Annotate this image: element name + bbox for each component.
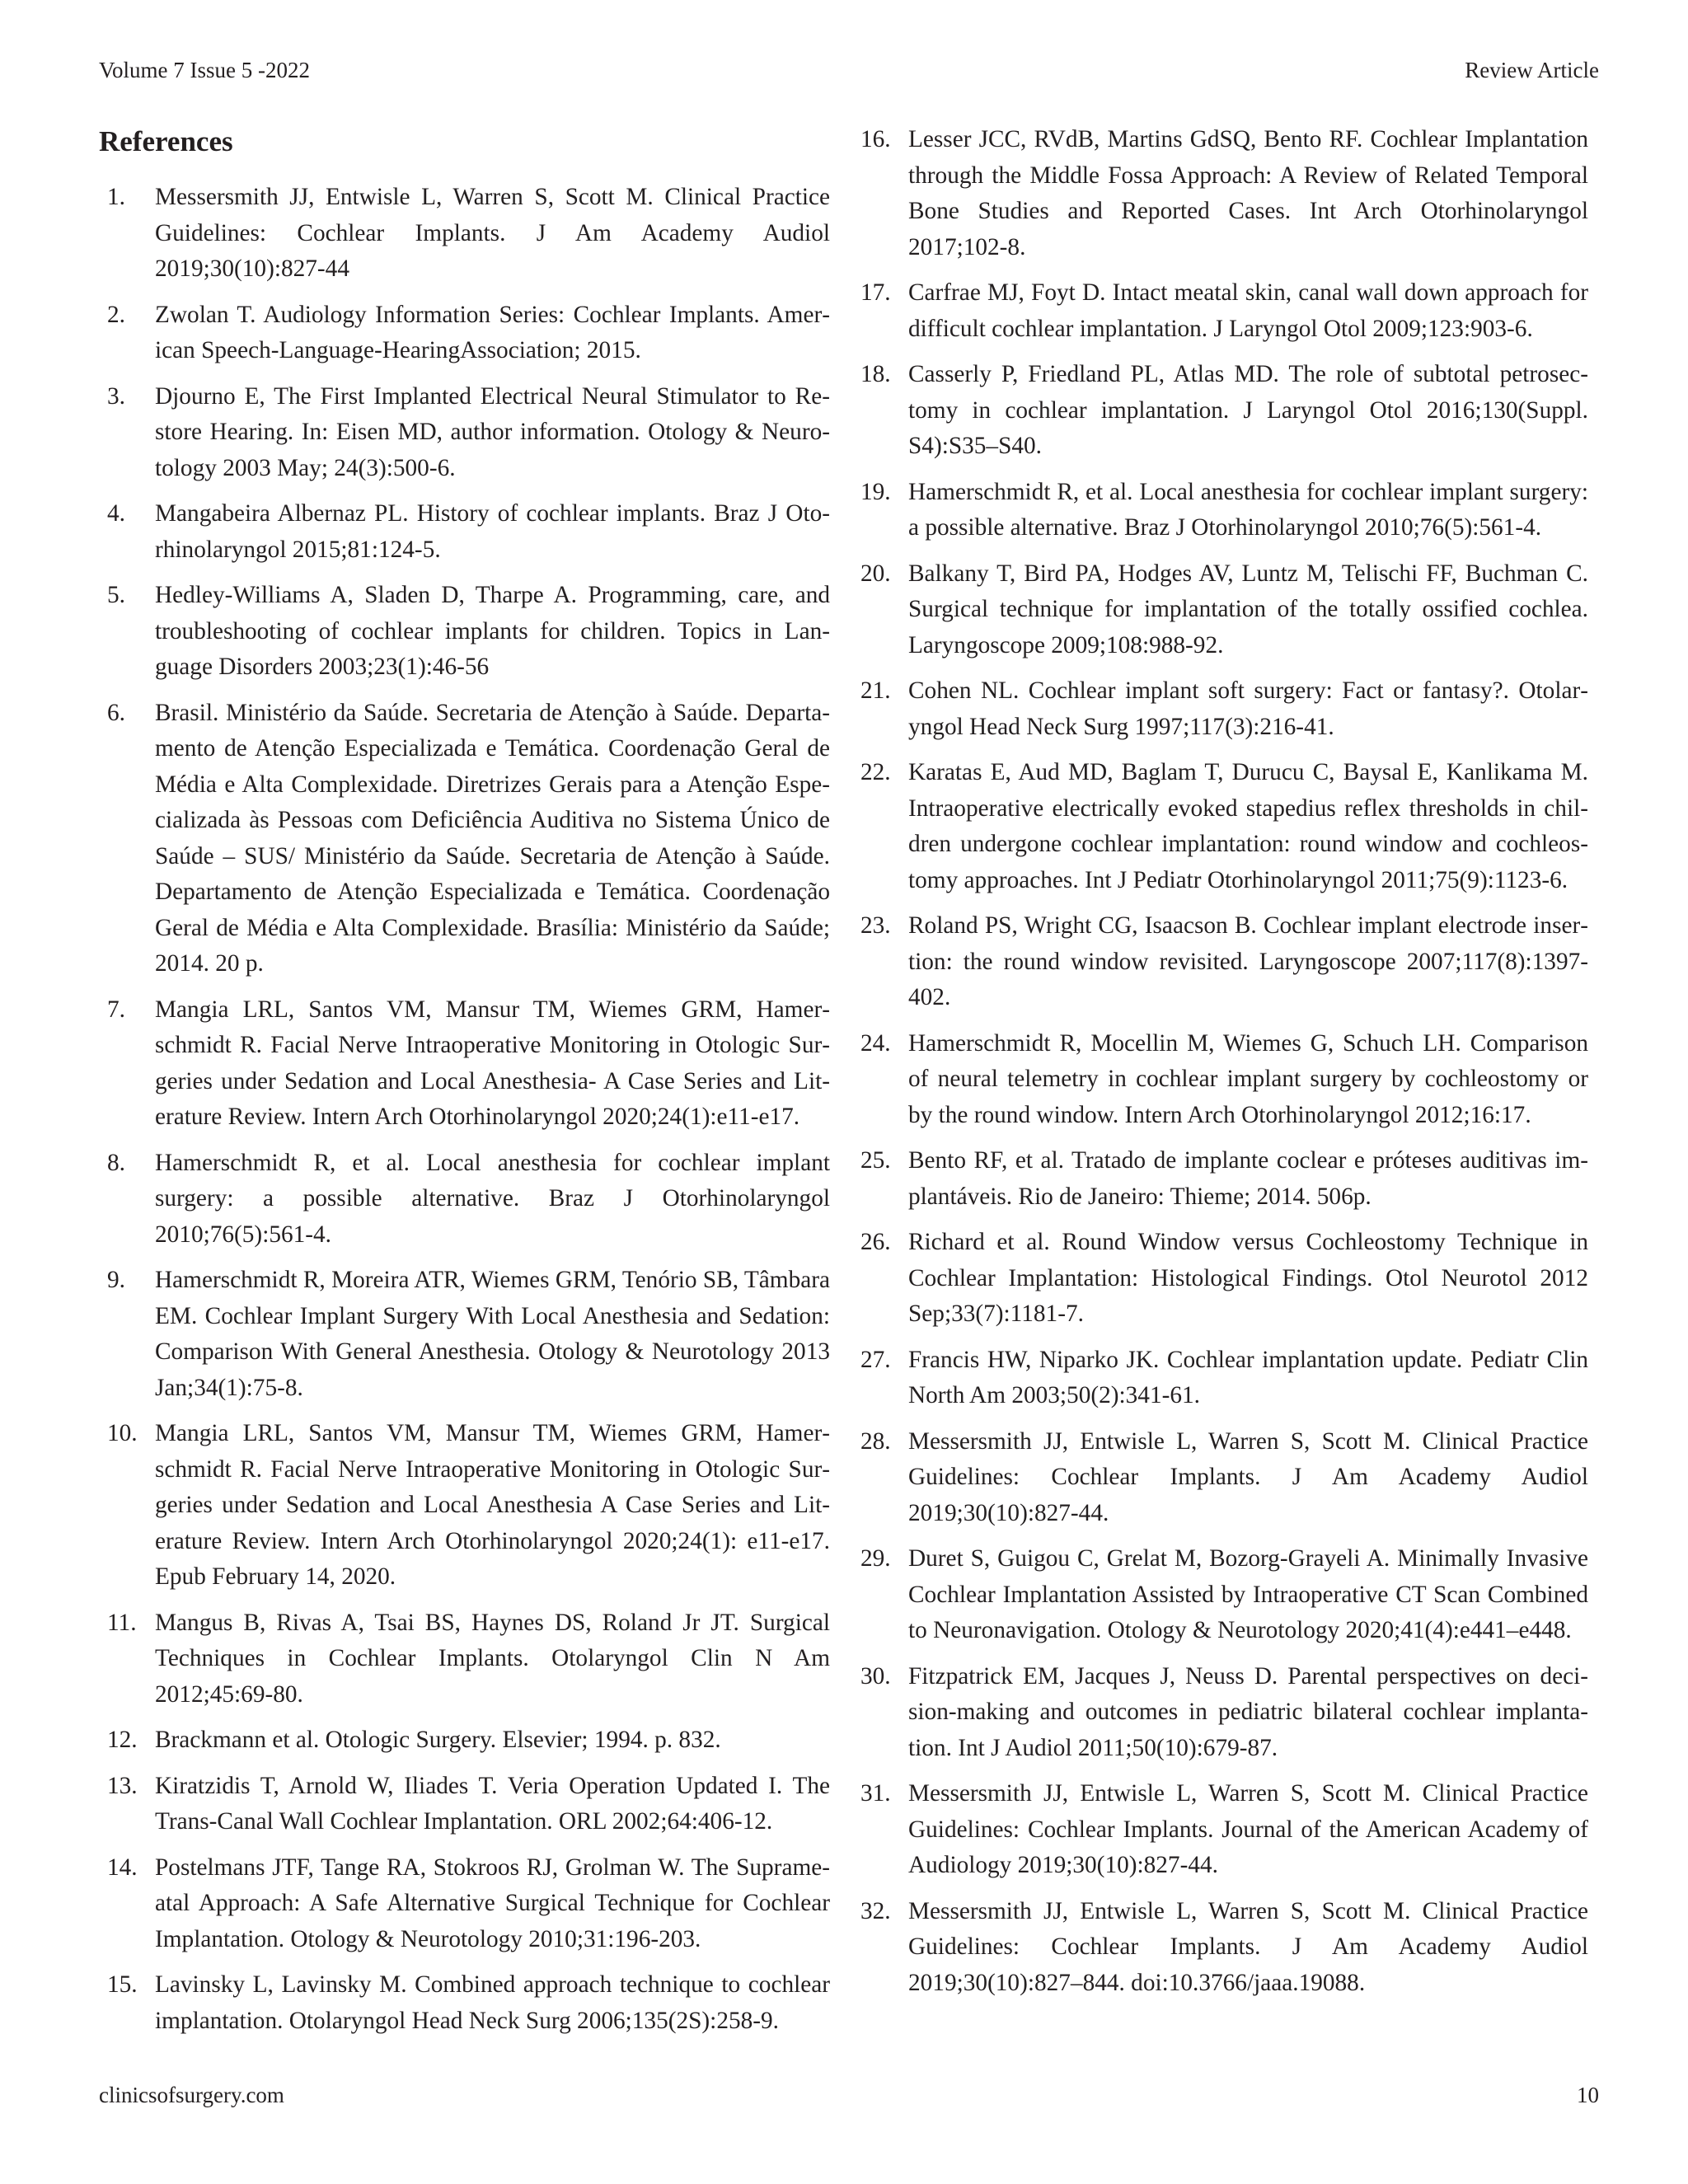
reference-number: 22. bbox=[860, 759, 891, 785]
reference-number: 19. bbox=[860, 478, 891, 505]
references-left-column bbox=[99, 180, 830, 2049]
reference-item bbox=[852, 1026, 1588, 1134]
reference-text: Hamerschmidt R, Mocellin M, Wiemes G, Schuch LH. Comparison of neural telemetry in cochlear implant surgery by cochleostomy or by the round window. Intern Arch Otorhinolaryngol 2012;16:17. bbox=[908, 1029, 1588, 1128]
reference-item bbox=[852, 908, 1588, 1016]
reference-text: Hedley-Williams A, Sladen D, Tharpe A. Programming, care, and troubleshooting of cochlear implants for children. Topics in Language Disorders 2003;23(1):46-56 bbox=[155, 582, 830, 680]
reference-item bbox=[852, 122, 1588, 265]
reference-item bbox=[99, 180, 830, 288]
reference-number: 24. bbox=[860, 1029, 891, 1057]
reference-number: 20. bbox=[860, 560, 891, 587]
reference-number: 8. bbox=[107, 1149, 125, 1176]
reference-text: Roland PS, Wright CG, Isaacson B. Cochlear implant electrode insertion: the round window revisited. Laryngoscope 2007;117(8):1397-402. bbox=[908, 912, 1588, 1010]
references-heading: References bbox=[99, 125, 233, 157]
reference-text: Lesser JCC, RVdB, Martins GdSQ, Bento RF. Cochlear Implantation through the Middle Fossa Approach: A Review of Related Temporal Bone Studies and Reported Cases. Int Arch Otorhinolaryngol 2017;102-8. bbox=[908, 126, 1588, 260]
reference-item bbox=[99, 992, 830, 1136]
reference-number: 28. bbox=[860, 1427, 891, 1455]
reference-text: Messersmith JJ, Entwisle L, Warren S, Scott M. Clinical Practice Guidelines: Cochlear Implants. Journal of the American Academy of Audiology 2019;30(10):827-44. bbox=[908, 1780, 1588, 1878]
reference-item bbox=[852, 357, 1588, 465]
reference-item bbox=[852, 1776, 1588, 1884]
reference-text: Hamerschmidt R, et al. Local anesthesia for cochlear implant surgery: a possible alternative. Braz J Otorhinolaryngol 2010;76(5):561-4. bbox=[908, 478, 1588, 541]
reference-text: Cohen NL. Cochlear implant soft surgery: Fact or fantasy?. Otolaryngol Head Neck Surg 1997;117(3):216-41. bbox=[908, 677, 1588, 740]
reference-number: 12. bbox=[107, 1727, 138, 1753]
reference-text: Balkany T, Bird PA, Hodges AV, Luntz M, Telischi FF, Buchman C. Surgical technique for implantation of the totally ossified cochlea. Laryngoscope 2009;108:988-92. bbox=[908, 560, 1588, 658]
reference-number: 9. bbox=[107, 1267, 125, 1293]
reference-number: 3. bbox=[107, 382, 125, 410]
reference-item bbox=[852, 556, 1588, 664]
reference-number: 31. bbox=[860, 1780, 891, 1807]
references-right-column bbox=[852, 122, 1588, 2011]
reference-text: Messersmith JJ, Entwisle L, Warren S, Scott M. Clinical Practice Guidelines: Cochlear Implants. J Am Academy Audiol 2019;30(10):827–844. doi:10.3766/jaaa.19088. bbox=[908, 1897, 1588, 1996]
reference-number: 18. bbox=[860, 361, 891, 387]
reference-item bbox=[99, 1416, 830, 1596]
reference-text: Karatas E, Aud MD, Baglam T, Durucu C, Baysal E, Kanlikama M. Intraoperative electrically evoked stapedius reflex thresholds in children undergone cochlear implantation: round window and cochleostomy approaches. Int J Pediatr Otorhinolaryngol 2011;75(9):1123-6. bbox=[908, 759, 1588, 893]
reference-number: 21. bbox=[860, 677, 891, 704]
reference-item bbox=[99, 1967, 830, 2039]
reference-text: Kiratzidis T, Arnold W, Iliades T. Veria Operation Updated I. The Trans-Canal Wall Cochlear Implantation. ORL 2002;64:406-12. bbox=[155, 1772, 830, 1835]
reference-text: Carfrae MJ, Foyt D. Intact meatal skin, canal wall down approach for difficult cochlear implantation. J Laryngol Otol 2009;123:903-6. bbox=[908, 279, 1588, 342]
reference-item bbox=[852, 1343, 1588, 1414]
reference-text: Djourno E, The First Implanted Electrical Neural Stimulator to Restore Hearing. In: Eisen MD, author information. Otology & Neurotology 2003 May; 24(3):500-6. bbox=[155, 382, 830, 481]
reference-number: 17. bbox=[860, 279, 891, 306]
reference-text: Messersmith JJ, Entwisle L, Warren S, Scott M. Clinical Practice Guidelines: Cochlear Implants. J Am Academy Audiol 2019;30(10):827-44 bbox=[155, 184, 830, 282]
reference-item bbox=[99, 298, 830, 369]
page-number: 10 bbox=[1577, 2083, 1599, 2107]
reference-item bbox=[99, 379, 830, 487]
reference-item bbox=[852, 673, 1588, 745]
reference-item bbox=[99, 1605, 830, 1713]
reference-number: 29. bbox=[860, 1545, 891, 1572]
reference-number: 25. bbox=[860, 1147, 891, 1174]
reference-text: Brasil. Ministério da Saúde. Secretaria de Atenção à Saúde. Departamento de Atenção Especializada e Temática. Coordenação Geral de Média e Alta Complexidade. Diretrizes Gerais para a Atenção Especializada às Pessoas com Deficiência Auditiva no Sistema Único de Saúde – SUS/ Ministério da Saúde. Secretaria de Atenção à Saúde. Departamento de Atenção Especializada e Temática. Coordenação Geral de Média e Alta Complexidade. Brasília: Ministério da Saúde; 2014. 20 p. bbox=[155, 699, 830, 977]
reference-text: Mangus B, Rivas A, Tsai BS, Haynes DS, Roland Jr JT. Surgical Techniques in Cochlear Implants. Otolaryngol Clin N Am 2012;45:69-80. bbox=[155, 1609, 830, 1708]
journal-issue: Volume 7 Issue 5 -2022 bbox=[99, 58, 310, 82]
reference-item bbox=[852, 1424, 1588, 1532]
reference-number: 1. bbox=[107, 184, 125, 210]
reference-number: 13. bbox=[107, 1772, 138, 1799]
reference-number: 7. bbox=[107, 996, 125, 1023]
reference-text: Lavinsky L, Lavinsky M. Combined approach technique to cochlear implantation. Otolaryngol Head Neck Surg 2006;135(2S):258-9. bbox=[155, 1971, 830, 2034]
reference-item bbox=[852, 1143, 1588, 1215]
reference-text: Mangia LRL, Santos VM, Mansur TM, Wiemes GRM, Hamerschmidt R. Facial Nerve Intraoperative Monitoring in Otologic Surgeries under Sedation and Local Anesthesia A Case Series and Literature Review. Intern Arch Otorhinolaryngol 2020;24(1): e11-e17. Epub February 14, 2020. bbox=[155, 1420, 830, 1590]
reference-item bbox=[852, 1225, 1588, 1333]
reference-text: Zwolan T. Audiology Information Series: Cochlear Implants. American Speech-Language-HearingAssociation; 2015. bbox=[155, 301, 830, 363]
reference-text: Hamerschmidt R, Moreira ATR, Wiemes GRM, Tenório SB, Tâmbara EM. Cochlear Implant Surgery With Local Anesthesia and Sedation: Comparison With General Anesthesia. Otology & Neurotology 2013 Jan;34(1):75-8. bbox=[155, 1267, 830, 1401]
reference-item bbox=[99, 1850, 830, 1958]
reference-number: 32. bbox=[860, 1897, 891, 1924]
reference-number: 27. bbox=[860, 1346, 891, 1373]
reference-number: 4. bbox=[107, 500, 125, 527]
reference-number: 2. bbox=[107, 301, 125, 328]
site-url: clinicsofsurgery.com bbox=[99, 2083, 284, 2107]
reference-item bbox=[99, 696, 830, 982]
reference-item bbox=[99, 1769, 830, 1840]
reference-text: Fitzpatrick EM, Jacques J, Neuss D. Parental perspectives on decision-making and outcomes in pediatric bilateral cochlear implantation. Int J Audiol 2011;50(10):679-87. bbox=[908, 1662, 1588, 1761]
reference-item bbox=[852, 1894, 1588, 2002]
reference-number: 14. bbox=[107, 1854, 138, 1881]
reference-text: Mangia LRL, Santos VM, Mansur TM, Wiemes GRM, Hamerschmidt R. Facial Nerve Intraoperative Monitoring in Otologic Surgeries under Sedation and Local Anesthesia- A Case Series and Literature Review. Intern Arch Otorhinolaryngol 2020;24(1):e11-e17. bbox=[155, 996, 830, 1130]
reference-number: 11. bbox=[107, 1609, 137, 1636]
reference-text: Richard et al. Round Window versus Cochleostomy Technique in Cochlear Implantation: Histological Findings. Otol Neurotol 2012 Sep;33(7):1181-7. bbox=[908, 1229, 1588, 1327]
reference-number: 23. bbox=[860, 912, 891, 939]
reference-text: Francis HW, Niparko JK. Cochlear implantation update. Pediatr Clin North Am 2003;50(2):341-61. bbox=[908, 1346, 1588, 1408]
reference-text: Postelmans JTF, Tange RA, Stokroos RJ, Grolman W. The Suprameatal Approach: A Safe Alternative Surgical Technique for Cochlear Implantation. Otology & Neurotology 2010;31:196-203. bbox=[155, 1854, 830, 1952]
reference-number: 16. bbox=[860, 126, 891, 152]
reference-item bbox=[99, 1722, 830, 1759]
reference-number: 30. bbox=[860, 1662, 891, 1690]
reference-item bbox=[99, 1263, 830, 1406]
reference-text: Casserly P, Friedland PL, Atlas MD. The role of subtotal petrosectomy in cochlear implantation. J Laryngol Otol 2016;130(Suppl. S4):S35–S40. bbox=[908, 361, 1588, 459]
reference-item bbox=[852, 275, 1588, 347]
reference-number: 6. bbox=[107, 699, 125, 726]
reference-item bbox=[852, 755, 1588, 898]
reference-number: 26. bbox=[860, 1229, 891, 1255]
reference-item bbox=[852, 1659, 1588, 1767]
reference-item bbox=[99, 578, 830, 686]
reference-item bbox=[852, 1541, 1588, 1649]
reference-item bbox=[99, 496, 830, 568]
reference-text: Duret S, Guigou C, Grelat M, Bozorg-Grayeli A. Minimally Invasive Cochlear Implantation Assisted by Intraoperative CT Scan Combined to Neuronavigation. Otology & Neurotology 2020;41(4):e441–e448. bbox=[908, 1545, 1588, 1643]
reference-number: 15. bbox=[107, 1971, 138, 1998]
reference-number: 10. bbox=[107, 1420, 138, 1446]
reference-text: Brackmann et al. Otologic Surgery. Elsevier; 1994. p. 832. bbox=[155, 1727, 721, 1753]
reference-text: Mangabeira Albernaz PL. History of cochlear implants. Braz J Otorhinolaryngol 2015;81:124-5. bbox=[155, 500, 830, 563]
article-type: Review Article bbox=[1465, 58, 1599, 82]
reference-item bbox=[852, 475, 1588, 546]
reference-text: Hamerschmidt R, et al. Local anesthesia for cochlear implant surgery: a possible alternative. Braz J Otorhinolaryngol 2010;76(5):561-4. bbox=[155, 1149, 830, 1248]
reference-text: Bento RF, et al. Tratado de implante coclear e próteses auditivas implantáveis. Rio de Janeiro: Thieme; 2014. 506p. bbox=[908, 1147, 1588, 1210]
reference-text: Messersmith JJ, Entwisle L, Warren S, Scott M. Clinical Practice Guidelines: Cochlear Implants. J Am Academy Audiol 2019;30(10):827-44. bbox=[908, 1427, 1588, 1526]
reference-item bbox=[99, 1146, 830, 1254]
reference-number: 5. bbox=[107, 582, 125, 608]
